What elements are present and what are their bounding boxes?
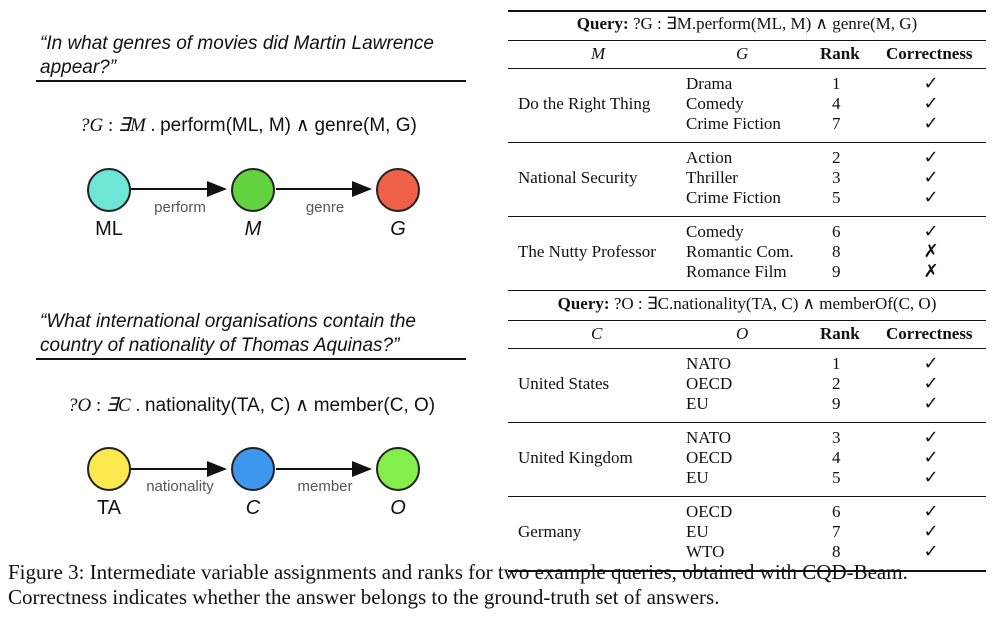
query1-cell-answer: Drama [686,74,733,93]
query2-cell-rank: 9 [832,394,841,413]
query2-cell-rank: 7 [832,522,841,541]
node-label-g: G [390,218,406,240]
query1-cell-answer: Thriller [686,168,738,187]
query2-cell-answer: EU [686,468,709,487]
formula-and: ∧ [291,115,315,136]
query2-group-rule [508,496,986,497]
query2-cell-rank: 1 [832,354,841,373]
query1-top-rule [508,10,986,12]
query1-query-expression: ?G : ∃M.perform(ML, M) ∧ genre(M, G) [628,14,918,33]
query1-cell-answer: Action [686,148,733,167]
query1-header-var1: M [591,44,606,63]
query2-cell-answer: OECD [686,374,733,393]
query1-header-correctness: Correctness [886,44,973,63]
node-c [231,447,275,491]
check-icon: ✓ [923,147,939,168]
node-label-o: O [390,497,406,519]
query2-cell-rank: 6 [832,502,841,521]
check-icon: ✓ [923,373,939,394]
formula-relation-2: member(C, O) [313,395,436,416]
query1-cell-rank: 4 [832,94,841,113]
query2-cell-answer: NATO [686,354,732,373]
example2-rule [36,358,466,360]
query2-cell-rank: 8 [832,542,841,561]
query2-cell-rank: 3 [832,428,841,447]
edge-label-member: member [297,478,353,495]
example1-formula [80,114,417,137]
query1-cell-rank: 5 [832,188,841,207]
check-icon: ✓ [923,427,939,448]
node-ta [87,447,131,491]
query2-cell-rank: 5 [832,468,841,487]
edge-label-genre: genre [305,199,345,216]
query1-cell-answer: Romance Film [686,262,787,281]
check-icon: ✓ [923,393,939,414]
node-label-m: M [244,218,262,240]
query2-cell-answer: WTO [686,542,725,561]
query1-cell-rank: 6 [832,222,841,241]
query2-cell-answer: NATO [686,428,732,447]
node-label-ml: ML [95,218,123,240]
formula-variable: ?G [80,115,104,136]
query2-cell-answer: EU [686,522,709,541]
example2-formula [68,394,435,417]
check-icon: ✓ [923,541,939,562]
query2-header-var1: C [591,324,603,343]
example1-question: “In what genres of movies did Martin Lawrence appear?” [40,33,434,78]
query2-header-correctness: Correctness [886,324,973,343]
formula-relation-2: genre(M, G) [314,115,417,136]
check-icon: ✓ [923,521,939,542]
query2-cell-rank: 4 [832,448,841,467]
node-m [231,168,275,212]
query1-header-rule [508,40,986,41]
example2-question: “What international organisations contain the country of nationality of Thomas Aquinas?” [40,311,417,356]
query1-query-line [508,14,986,34]
query2-group-name: Germany [518,522,582,541]
formula-exists: ∃M [118,115,146,136]
query2-header-rule [508,320,986,321]
query1-group-rule [508,216,986,217]
query2-query-expression: ?O : ∃C.nationality(TA, C) ∧ memberOf(C, O) [609,294,937,313]
formula-relation-1: perform(ML, M) [160,115,292,136]
query2-cell-rank: 2 [832,374,841,393]
query1-header-rank: Rank [820,44,860,63]
formula-exists: ∃C [106,395,131,416]
check-icon: ✓ [923,447,939,468]
query1-cell-answer: Crime Fiction [686,188,781,207]
query2-group-rule [508,348,986,349]
example1-rule [36,80,466,82]
query1-header-var2: G [736,44,749,63]
query1-cell-rank: 9 [832,262,841,281]
formula-colon: : [103,115,119,136]
query2-group-name: United States [518,374,610,393]
formula-colon: : [91,395,107,416]
cross-icon: ✗ [923,241,939,262]
node-label-ta: TA [96,497,122,519]
query2-query-line [508,294,986,314]
query1-cell-answer: Comedy [686,94,744,113]
query1-cell-rank: 2 [832,148,841,167]
figure-caption: Figure 3: Intermediate variable assignments and ranks for two example queries, obtained with CQD-Beam. Correctness indicates whether the answer belongs to the ground-truth set of answers. [8,560,908,609]
query1-group-rule [508,68,986,69]
query1-group-name: The Nutty Professor [518,242,656,261]
check-icon: ✓ [923,501,939,522]
check-icon: ✓ [923,221,939,242]
query2-cell-answer: OECD [686,448,733,467]
query1-query-prefix: Query: [576,14,629,33]
query1-cell-rank: 3 [832,168,841,187]
query1-cell-rank: 7 [832,114,841,133]
formula-dot: . [145,115,161,136]
query2-cell-answer: EU [686,394,709,413]
query1-cell-rank: 1 [832,74,841,93]
query2-group-name: United Kingdom [518,448,633,467]
query1-group-name: Do the Right Thing [518,94,651,113]
formula-variable: ?O [68,395,92,416]
edge-label-perform: perform [154,199,206,216]
edge-label-nationality: nationality [146,478,214,495]
check-icon: ✓ [923,353,939,374]
check-icon: ✓ [923,167,939,188]
check-icon: ✓ [923,93,939,114]
query2-cell-answer: OECD [686,502,733,521]
node-ml [87,168,131,212]
query1-group-name: National Security [518,168,638,187]
node-label-c: C [245,497,261,519]
query1-cell-rank: 8 [832,242,841,261]
query2-header-var2: O [736,324,749,343]
formula-and: ∧ [290,395,314,416]
check-icon: ✓ [923,187,939,208]
cross-icon: ✗ [923,261,939,282]
check-icon: ✓ [923,73,939,94]
formula-dot: . [130,395,145,416]
query2-query-prefix: Query: [557,294,610,313]
query1-cell-answer: Romantic Com. [686,242,794,261]
query1-group-rule [508,142,986,143]
query1-cell-answer: Comedy [686,222,744,241]
query2-header-rank: Rank [820,324,860,343]
query1-cell-answer: Crime Fiction [686,114,781,133]
check-icon: ✓ [923,113,939,134]
node-o [376,447,420,491]
check-icon: ✓ [923,467,939,488]
formula-relation-1: nationality(TA, C) [144,395,291,416]
query2-top-rule [508,290,986,291]
node-g [376,168,420,212]
query2-group-rule [508,422,986,423]
